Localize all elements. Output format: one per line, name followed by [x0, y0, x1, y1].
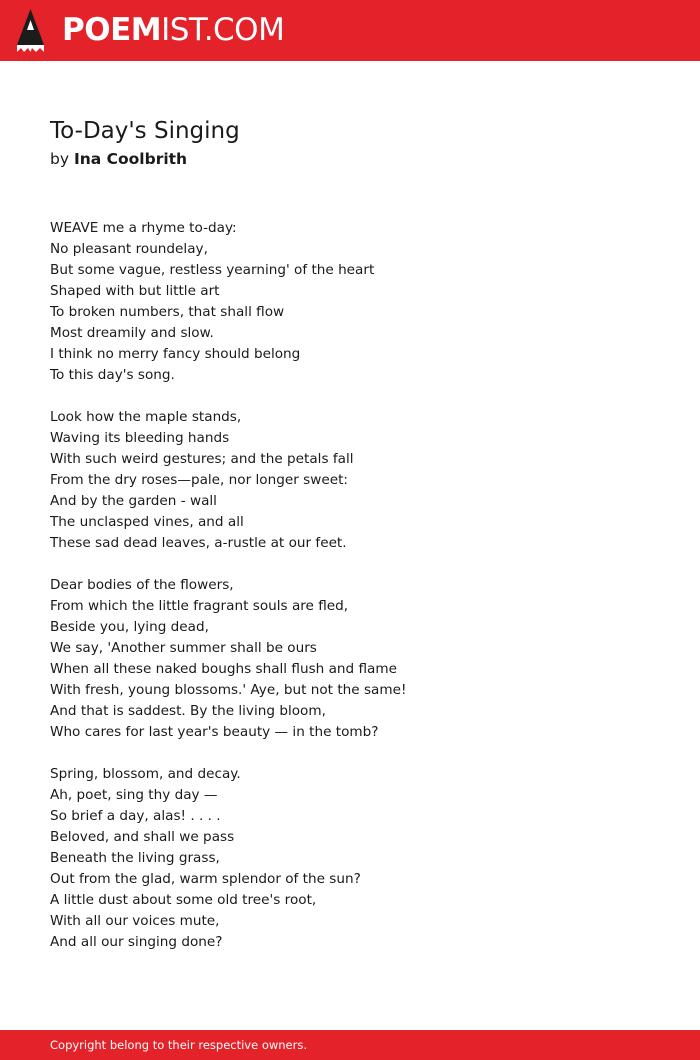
poem-line: The unclasped vines, and all	[50, 514, 244, 530]
poem-line: So brief a day, alas! . . . .	[50, 808, 221, 824]
poem-line: Who cares for last year's beauty — in the tomb?	[50, 724, 379, 740]
poem-title: To-Day's Singing	[50, 118, 240, 144]
site-logo-link[interactable]	[62, 12, 284, 48]
poem-line: And all our singing done?	[50, 934, 223, 950]
poem-line: Spring, blossom, and decay.	[50, 766, 241, 782]
poem-line: These sad dead leaves, a-rustle at our feet.	[50, 535, 347, 551]
poem-line: But some vague, restless yearning' of the heart	[50, 262, 375, 278]
site-header	[0, 0, 700, 61]
poem-line: A little dust about some old tree's root,	[50, 892, 317, 908]
copyright-notice: Copyright belong to their respective owners.	[50, 1038, 308, 1052]
poem-line: Ah, poet, sing thy day —	[50, 787, 218, 803]
poem-line: Beloved, and shall we pass	[50, 829, 235, 845]
poem-line: When all these naked boughs shall flush and flame	[50, 661, 397, 677]
author-name: Ina Coolbrith	[73, 150, 188, 168]
poem-line: To broken numbers, that shall flow	[50, 304, 285, 320]
poem-line: Shaped with but little art	[50, 283, 220, 299]
poem-line: To this day's song.	[50, 367, 175, 383]
poem-line: Dear bodies of the flowers,	[50, 577, 234, 593]
poem-line: With fresh, young blossoms.' Aye, but not the same!	[50, 682, 407, 698]
poem-line: Beneath the living grass,	[50, 850, 220, 866]
byline	[50, 148, 187, 170]
poem-line: Waving its bleeding hands	[50, 430, 230, 446]
poem-line: From which the little fragrant souls are fled,	[50, 598, 349, 614]
poem-line: From the dry roses—pale, nor longer sweet:	[50, 472, 348, 488]
poem-line: WEAVE me a rhyme to-day:	[50, 220, 237, 236]
poem-line: And by the garden - wall	[50, 493, 217, 509]
poem-line: With such weird gestures; and the petals fall	[50, 451, 354, 467]
stanza	[50, 218, 670, 386]
poem-line: With all our voices mute,	[50, 913, 220, 929]
poem-line: Out from the glad, warm splendor of the sun?	[50, 871, 361, 887]
logo-bold-text: POEM	[62, 12, 162, 48]
poem-line: No pleasant roundelay,	[50, 241, 208, 257]
poem-line: And that is saddest. By the living bloom,	[50, 703, 326, 719]
poem-line: Most dreamily and slow.	[50, 325, 214, 341]
poem-body	[50, 218, 670, 974]
stanza	[50, 764, 670, 953]
pencil-nib-icon	[17, 9, 44, 52]
stanza	[50, 575, 670, 743]
poem-line: I think no merry fancy should belong	[50, 346, 301, 362]
poem-line: Look how the maple stands,	[50, 409, 242, 425]
poem-line: We say, 'Another summer shall be ours	[50, 640, 317, 656]
logo-light-text: IST.COM	[161, 12, 285, 48]
site-footer	[0, 1030, 700, 1060]
by-label: by	[50, 150, 70, 168]
stanza	[50, 407, 670, 554]
poem-line: Beside you, lying dead,	[50, 619, 209, 635]
